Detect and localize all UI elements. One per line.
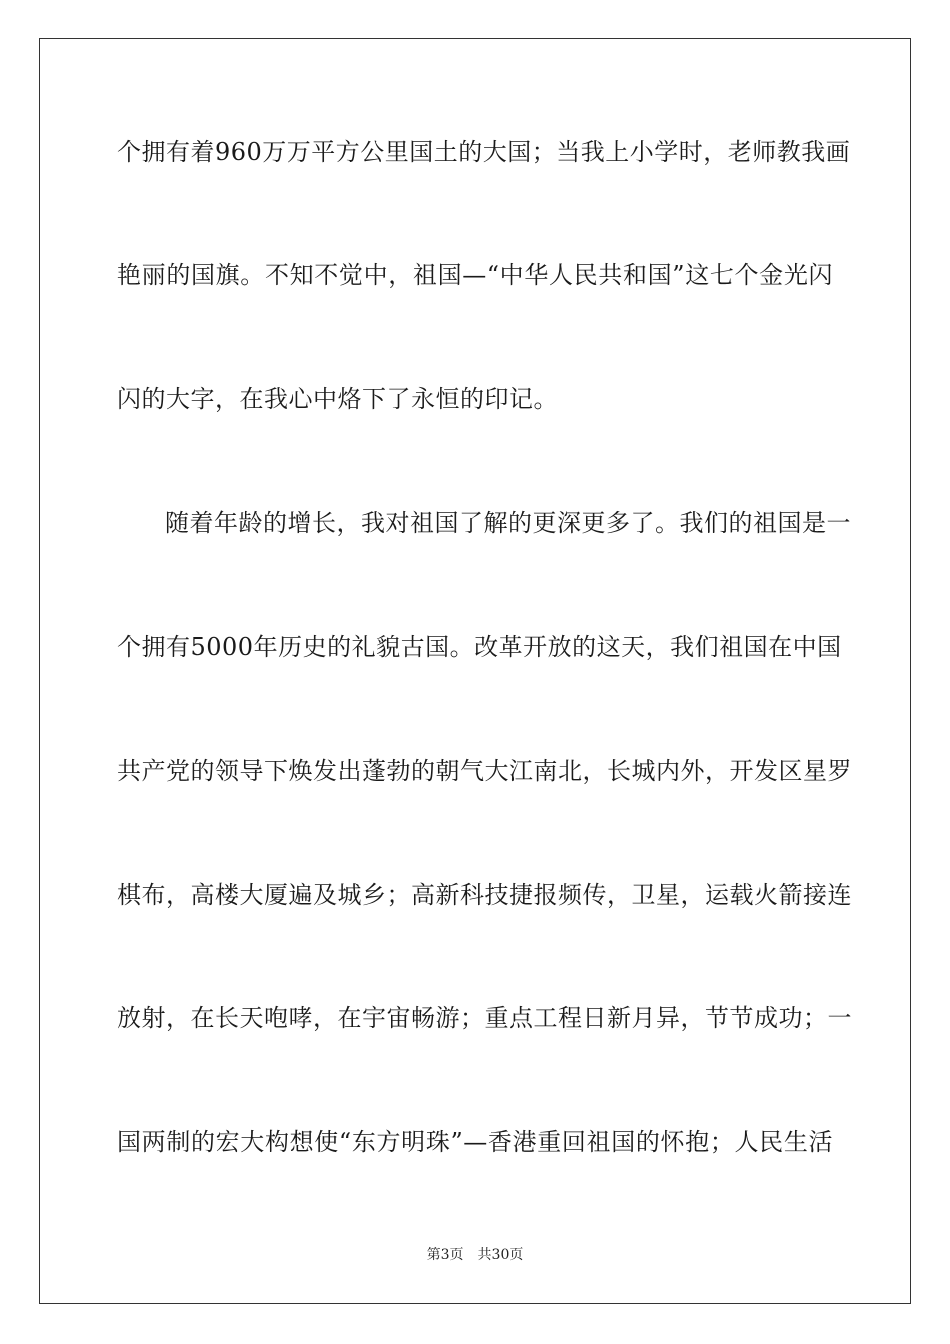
page-border (39, 38, 911, 1304)
page-count: 共30页 (477, 1247, 524, 1263)
text-line: 共产党的领导下焕发出蓬勃的朝气大江南北，长城内外，开发区星罗 (117, 757, 852, 785)
text-line: 国两制的宏大构想使“东方明珠”—香港重回祖国的怀抱；人民生活 (117, 1128, 833, 1156)
text-line: 棋布，高楼大厦遍及城乡；高新科技捷报频传，卫星，运载火箭接连 (117, 881, 852, 909)
text-line: 艳丽的国旗。不知不觉中，祖国—“中华人民共和国”这七个金光闪 (117, 261, 833, 289)
page-number: 第3页 (426, 1247, 464, 1263)
paragraph-first-line: 随着年龄的增长，我对祖国了解的更深更多了。我们的祖国是一 (165, 509, 851, 537)
text-line: 放射，在长天咆哮，在宇宙畅游；重点工程日新月异，节节成功；一 (117, 1004, 852, 1032)
page-footer (0, 1246, 950, 1264)
text-line: 闪的大字，在我心中烙下了永恒的印记。 (117, 385, 558, 413)
text-line: 个拥有着960万万平方公里国土的大国；当我上小学时，老师教我画 (117, 138, 851, 166)
text-line: 个拥有5000年历史的礼貌古国。改革开放的这天，我们祖国在中国 (117, 633, 842, 661)
